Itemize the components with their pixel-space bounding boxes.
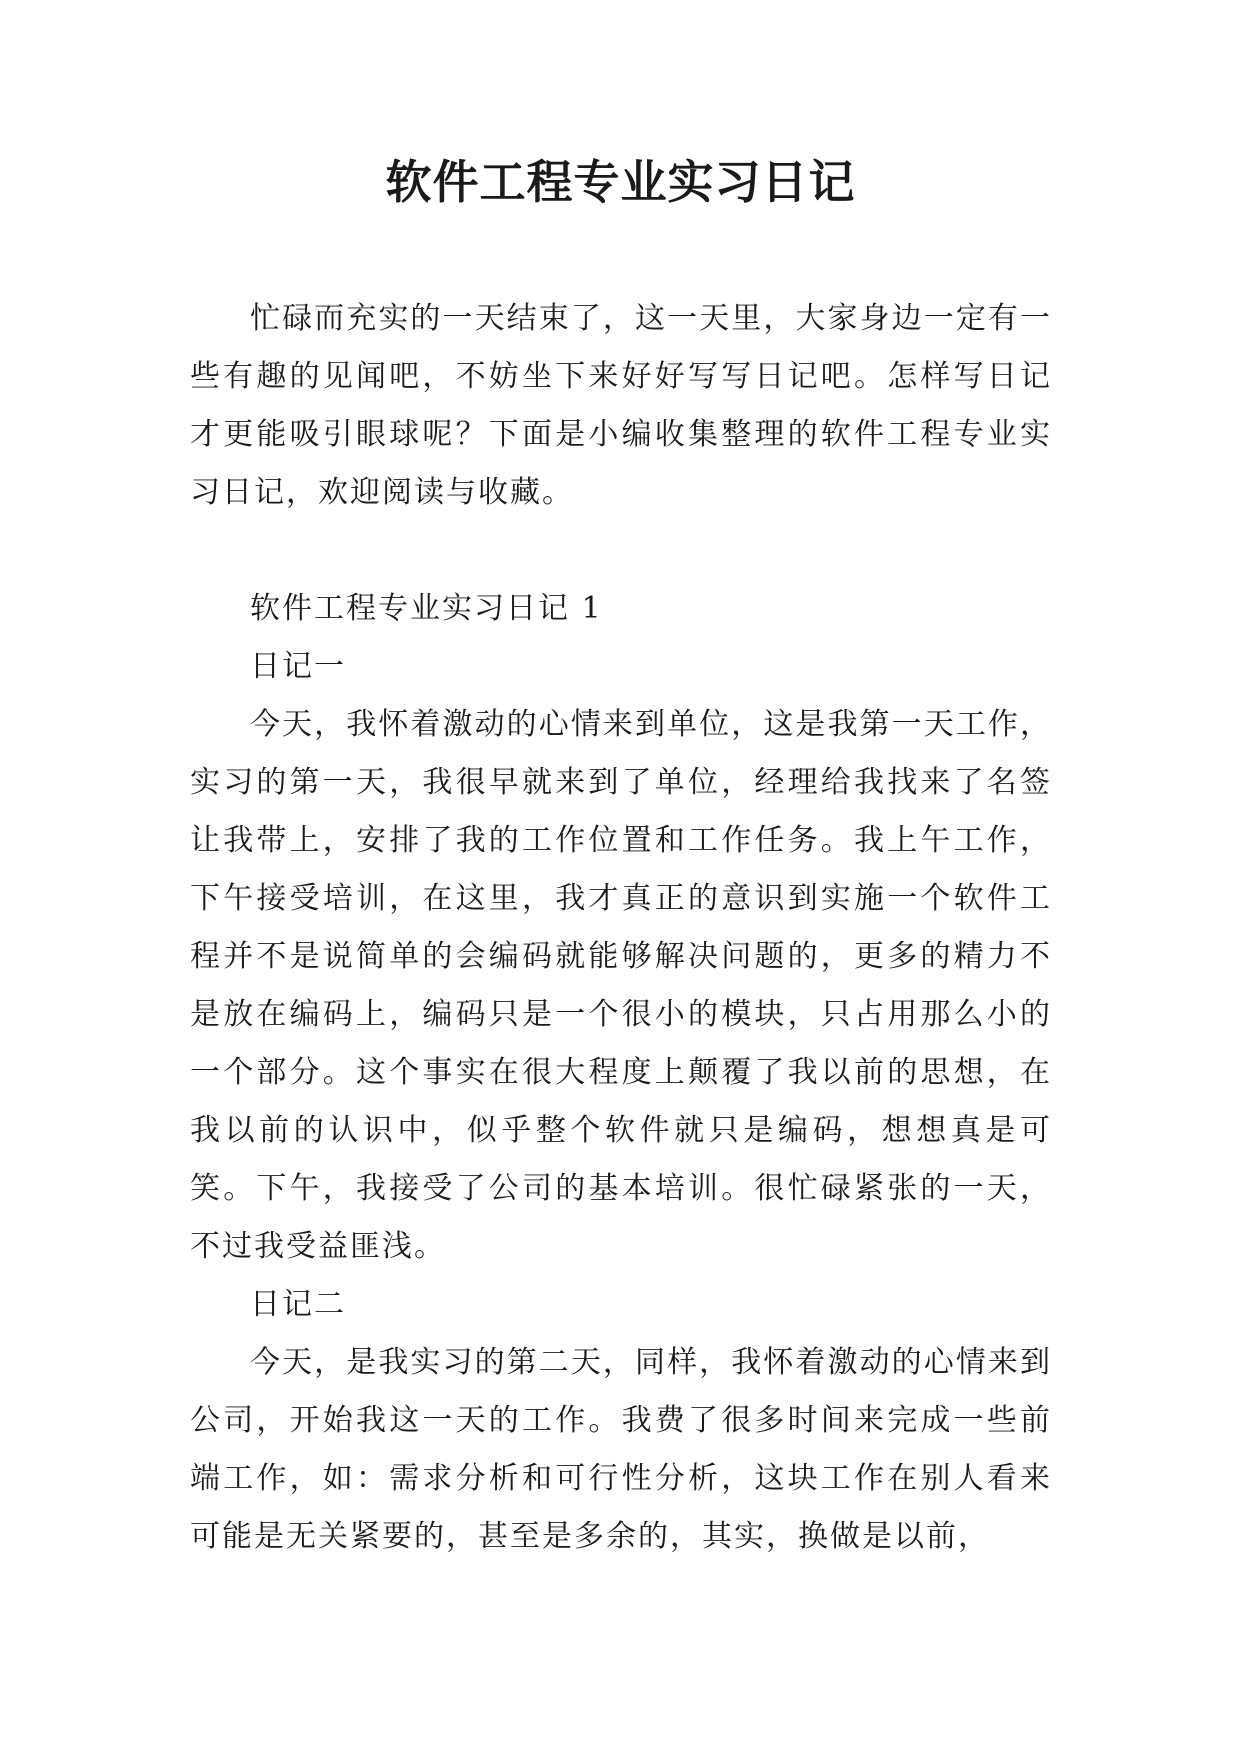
diary-one-paragraph: 今天，我怀着激动的心情来到单位，这是我第一天工作，实习的第一天，我很早就来到了单位，经理给我找来了名签让我带上，安排了我的工作位置和工作任务。我上午工作，下午接受培训，在这里，我才真正的意识到实施一个软件工程并不是说简单的会编码就能够解决问题的，更多的精力不是放在编码上，编码只是一个很小的模块，只占用那么小的一个部分。这个事实在很大程度上颠覆了我以前的思想，在我以前的认识中，似乎整个软件就只是编码，想想真是可笑。下午，我接受了公司的基本培训。很忙碌紧张的一天，不过我受益匪浅。 <box>190 707 1052 1264</box>
diary-one-heading: 日记一 <box>250 649 346 684</box>
spacer <box>190 522 1052 580</box>
diary-two-paragraph: 今天，是我实习的第二天，同样，我怀着激动的心情来到公司，开始我这一天的工作。我费了很多时间来完成一些前端工作，如：需求分析和可行性分析，这块工作在别人看来可能是无关紧要的，甚至是多余的，其实，换做是以前， <box>190 1345 1052 1554</box>
section-title: 软件工程专业实习日记 1 <box>250 591 603 626</box>
intro-paragraph: 忙碌而充实的一天结束了，这一天里，大家身边一定有一些有趣的见闻吧，不妨坐下来好好写写日记吧。怎样写日记才更能吸引眼球呢？下面是小编收集整理的软件工程专业实习日记，欢迎阅读与收藏。 <box>190 301 1052 510</box>
document-body <box>190 290 1052 1566</box>
document-title: 软件工程专业实习日记 <box>385 155 856 209</box>
diary-two-heading: 日记二 <box>250 1287 346 1322</box>
